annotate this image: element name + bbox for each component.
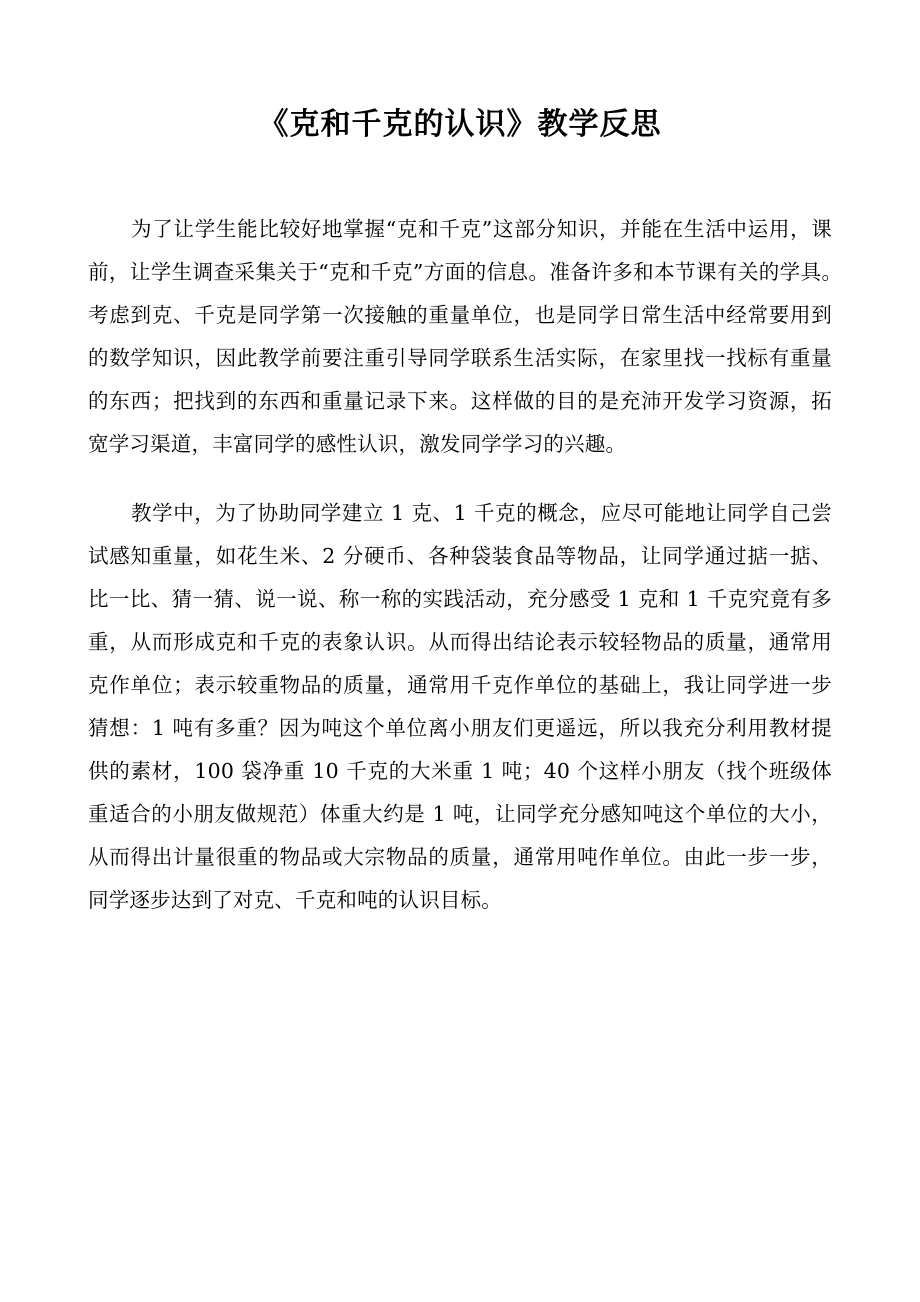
page-title: 《克和千克的认识》教学反思	[258, 107, 662, 142]
document-body	[88, 208, 853, 922]
paragraph-2: 教学中，为了协助同学建立 1 克、1 千克的概念，应尽可能地让同学自己尝试感知重量，如花生米、2 分硬币、各种袋装食品等物品，让同学通过掂一掂、比一比、猜一猜、说一说、称一称的实践活动，充分感受 1 克和 1 千克究竟有多重，从而形成克和千克的表象认识。从而得出结论表示较轻物品的质量，通常用克作单位；表示较重物品的质量，通常用千克作单位的基础上，我让同学进一步猜想：1 吨有多重？因为吨这个单位离小朋友们更遥远，所以我充分利用教材提供的素材，100 袋净重 10 千克的大米重 1 吨；40 个这样小朋友（找个班级体重适合的小朋友做规范）体重大约是 1 吨，让同学充分感知吨这个单位的大小，从而得出计量很重的物品或大宗物品的质量，通常用吨作单位。由此一步一步，同学逐步达到了对克、千克和吨的认识目标。	[88, 501, 832, 912]
paragraph-1: 为了让学生能比较好地掌握“克和千克”这部分知识，并能在生活中运用，课前，让学生调查采集关于“克和千克”方面的信息。准备许多和本节课有关的学具。 考虑到克、千克是同学第一次接触的重量单位，也是同学日常生活中经常要用到的数学知识，因此教学前要注重引导同学联系生活实际，在家里找一找标有重量的东西；把找到的东西和重量记录下来。这样做的目的是充沛开发学习资源，拓宽学习渠道，丰富同学的感性认识，激发同学学习的兴趣。	[88, 217, 853, 456]
